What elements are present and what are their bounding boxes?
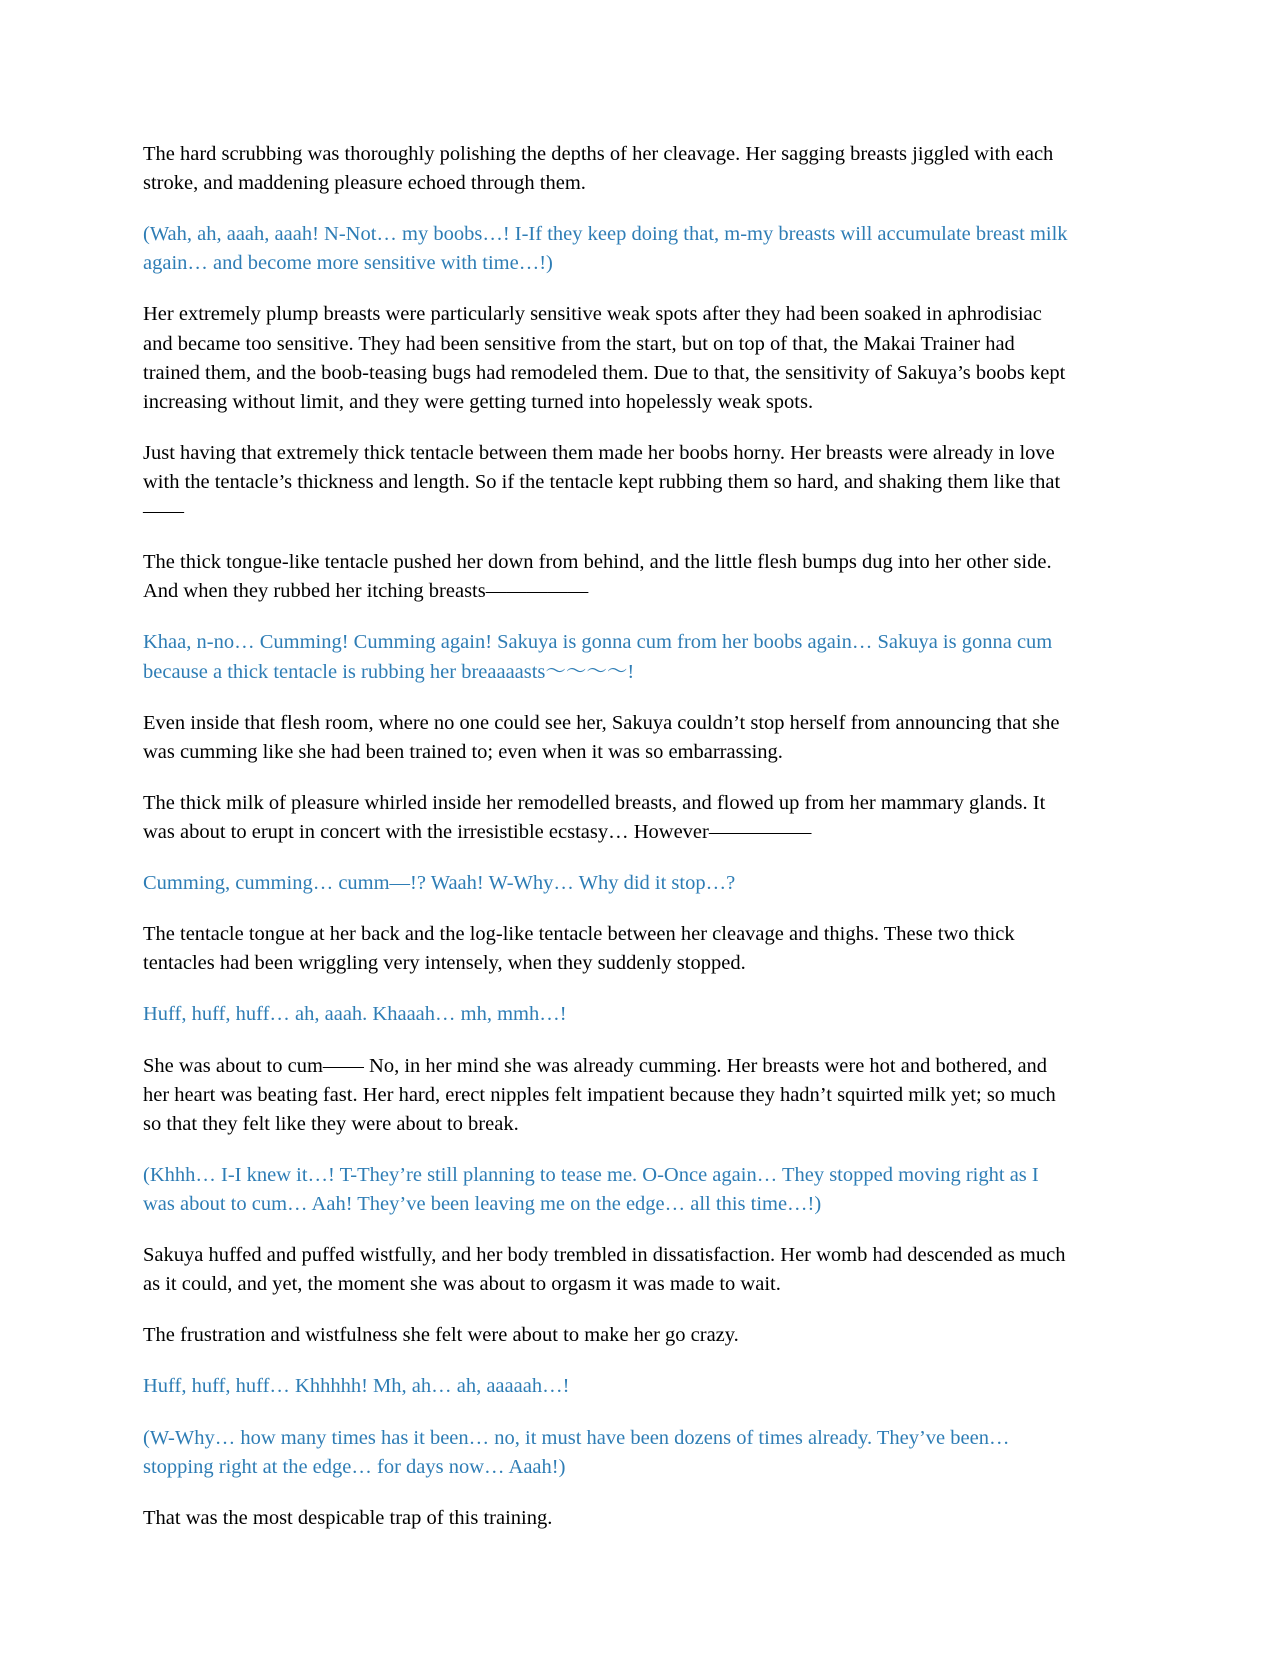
paragraph: The frustration and wistfulness she felt were about to make her go crazy. [143, 1324, 739, 1347]
paragraph: Huff, huff, huff… Khhhhh! Mh, ah… ah, aaaaah…! [143, 1375, 570, 1398]
paragraph: The thick milk of pleasure whirled inside her remodelled breasts, and flowed up from her mammary glands. It was about to erupt in concert with the irresistible ecstasy… However————— [143, 791, 1046, 843]
paragraph: That was the most despicable trap of this training. [143, 1506, 553, 1529]
paragraph: The thick tongue-like tentacle pushed her down from behind, and the little flesh bumps dug into her other side. And when they rubbed her itching breasts————— [143, 551, 1052, 603]
document-body [143, 140, 1073, 1533]
paragraph: Just having that extremely thick tentacle between them made her boobs horny. Her breasts were already in love with the tentacle’s thickness and length. So if the tentacle kept rubbing them so hard, and shaking them like that—— [143, 441, 1061, 523]
paragraph: (Khhh… I-I knew it…! T-They’re still planning to tease me. O-Once again… They stopped moving right as I was about to cum… Aah! They’ve been leaving me on the edge… all this time…!) [143, 1163, 1039, 1215]
paragraph: Khaa, n-no… Cumming! Cumming again! Sakuya is gonna cum from her boobs again… Sakuya is gonna cum because a thick tentacle is rubbing her breaaaasts〜〜〜〜! [143, 631, 1053, 683]
paragraph: (W-Why… how many times has it been… no, it must have been dozens of times already. They’ve been… stopping right at the edge… for days now… Aaah!) [143, 1426, 1010, 1478]
paragraph: (Wah, ah, aaah, aaah! N-Not… my boobs…! I-If they keep doing that, m-my breasts will accumulate breast milk again… and become more sensitive with time…!) [143, 223, 1068, 275]
paragraph: Sakuya huffed and puffed wistfully, and her body trembled in dissatisfaction. Her womb had descended as much as it could, and yet, the moment she was about to orgasm it was made to wait. [143, 1244, 1066, 1296]
paragraph: The hard scrubbing was thoroughly polishing the depths of her cleavage. Her sagging breasts jiggled with each stroke, and maddening pleasure echoed through them. [143, 143, 1054, 195]
paragraph: Her extremely plump breasts were particularly sensitive weak spots after they had been soaked in aphrodisiac and became too sensitive. They had been sensitive from the start, but on top of that, the Makai Trainer had trained them, and the boob-teasing bugs had remodeled them. Due to that, the sensitivity of Sakuya’s boobs kept increasing without limit, and they were getting turned into hopelessly weak spots. [143, 303, 1066, 413]
paragraph: Huff, huff, huff… ah, aaah. Khaaah… mh, mmh…! [143, 1003, 567, 1026]
paragraph: She was about to cum—— No, in her mind she was already cumming. Her breasts were hot and bothered, and her heart was beating fast. Her hard, erect nipples felt impatient because they hadn’t squirted milk yet; so much so that they felt like they were about to break. [143, 1054, 1056, 1135]
paragraph: The tentacle tongue at her back and the log-like tentacle between her cleavage and thighs. These two thick tentacles had been wriggling very intensely, when they suddenly stopped. [143, 923, 1015, 975]
paragraph: Even inside that flesh room, where no one could see her, Sakuya couldn’t stop herself from announcing that she was cumming like she had been trained to; even when it was so embarrassing. [143, 711, 1060, 763]
paragraph: Cumming, cumming… cumm—!? Waah! W-Why… Why did it stop…? [143, 872, 736, 895]
